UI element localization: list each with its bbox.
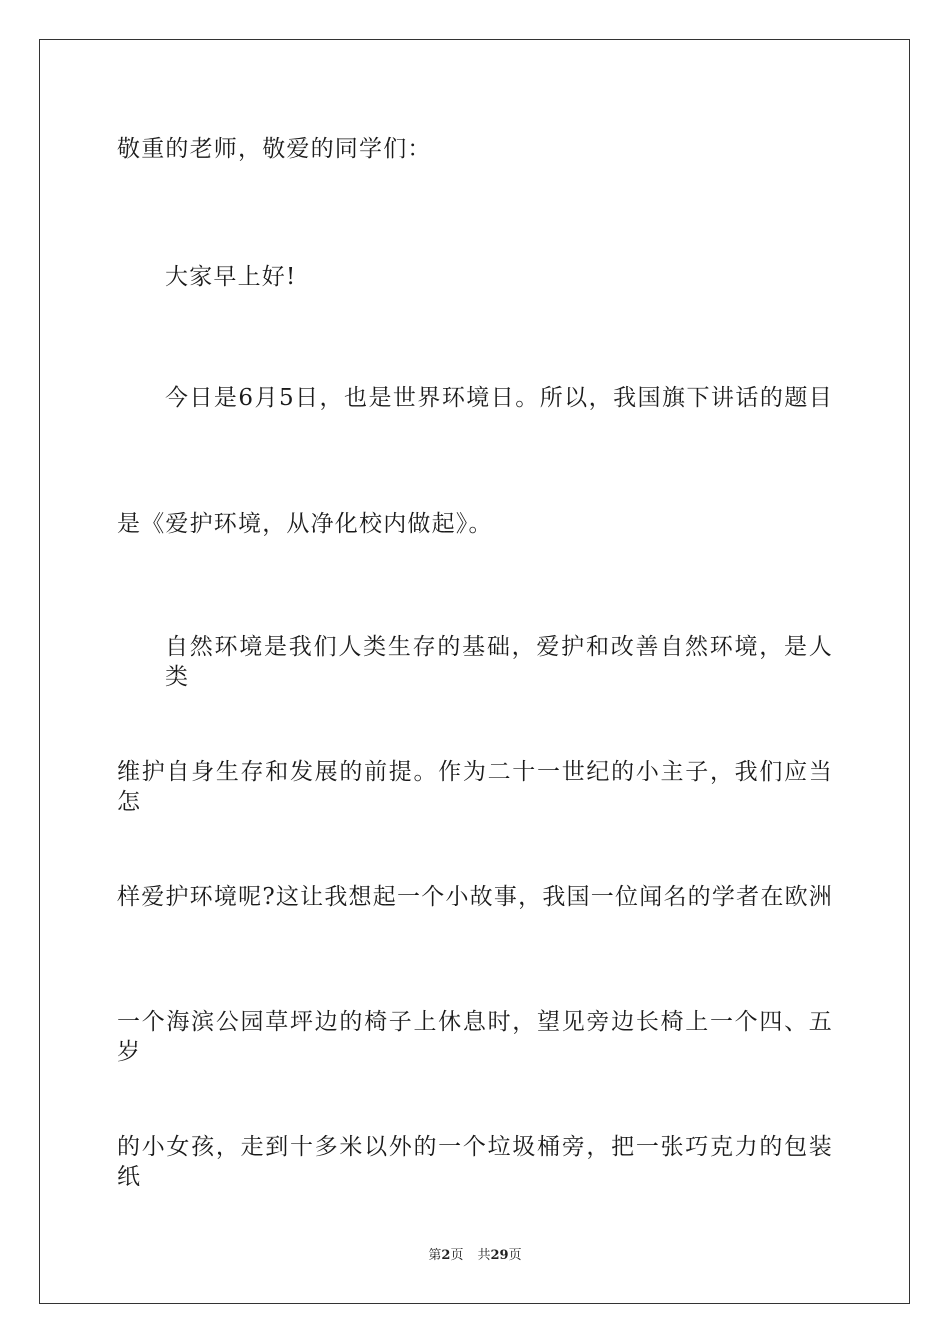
page-number: 2 — [441, 1248, 451, 1263]
page-suffix: 页 — [450, 1248, 464, 1263]
greeting: 大家早上好! — [165, 264, 297, 290]
page-footer — [0, 1247, 950, 1265]
paragraph-line: 的小女孩，走到十多米以外的一个垃圾桶旁，把一张巧克力的包装纸 — [117, 1134, 833, 1190]
paragraph-line: 样爱护环境呢?这让我想起一个小故事，我国一位闻名的学者在欧洲 — [117, 884, 833, 910]
paragraph-line: 一个海滨公园草坪边的椅子上休息时，望见旁边长椅上一个四、五岁 — [117, 1009, 833, 1065]
total-pages: 29 — [490, 1248, 509, 1263]
page-prefix: 第 — [428, 1248, 442, 1263]
paragraph-line: 维护自身生存和发展的前提。作为二十一世纪的小主子，我们应当怎 — [117, 759, 833, 815]
total-prefix: 共 — [477, 1248, 491, 1263]
paragraph-line: 自然环境是我们人类生存的基础，爱护和改善自然环境，是人类 — [165, 634, 833, 690]
paragraph-line: 是《爱护环境，从净化校内做起》。 — [117, 511, 493, 537]
paragraph-line: 今日是6月5日，也是世界环境日。所以，我国旗下讲话的题目 — [165, 385, 833, 411]
total-suffix: 页 — [508, 1248, 522, 1263]
salutation: 敬重的老师，敬爱的同学们： — [117, 136, 432, 162]
